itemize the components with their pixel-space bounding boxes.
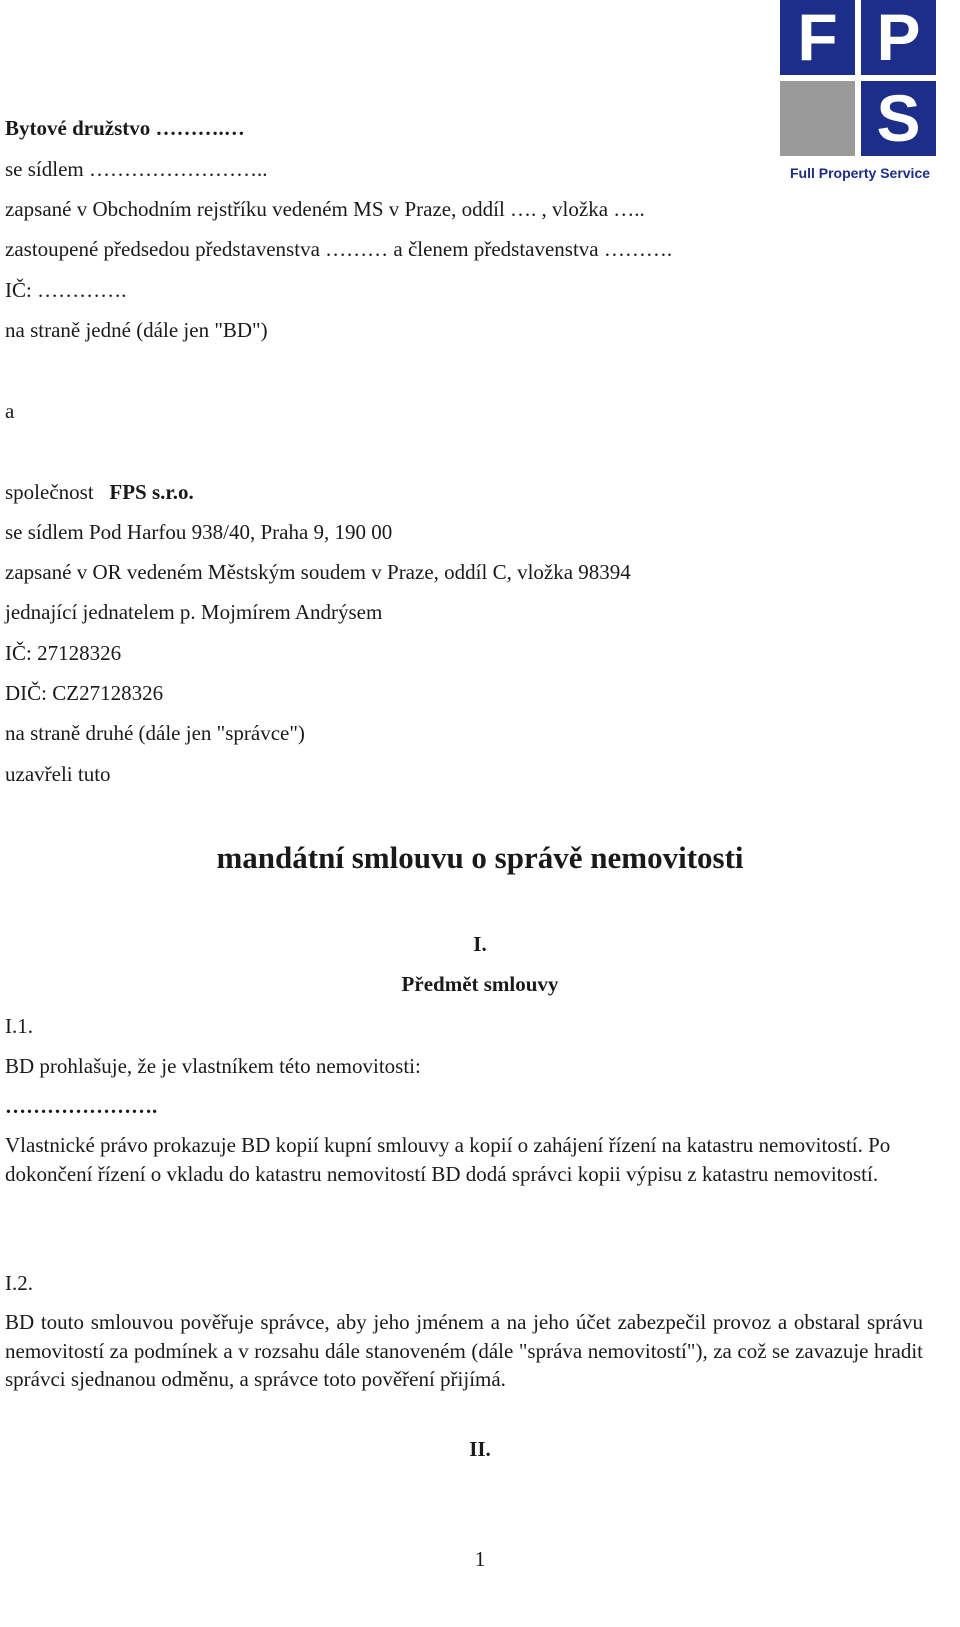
- clause1-text: Vlastnické právo prokazuje BD kopií kupní smlouvy a kopií o zahájení řízení na katastru nemovitostí. Po dokončení řízení o vkladu do katastru nemovitostí BD dodá správci kopii výpisu z katastru nemovitostí.: [5, 1133, 891, 1186]
- section2-number: II.: [469, 1437, 491, 1461]
- logo-tile-gray: [780, 81, 855, 156]
- fps-logo: [780, 0, 940, 190]
- party1-seat: se sídlem ……………………..: [5, 157, 268, 181]
- party1-representation: zastoupené předsedou představenstva ……… a členem představenstva ……….: [5, 237, 673, 261]
- clause2-text: BD touto smlouvou pověřuje správce, aby jeho jménem a na jeho účet zabezpečil provoz a obstaral správu nemovitostí za podmínek a v rozsahu dále stanoveném (dále "správa nemovitostí"), za což se zavazuje hradit správci sjednanou odměnu, a správce toto pověření přijímá.: [5, 1310, 923, 1391]
- party2-side: na straně druhé (dále jen "správce"): [5, 721, 305, 745]
- clause1-intro: BD prohlašuje, že je vlastníkem této nemovitosti:: [5, 1054, 421, 1078]
- section1-number: I.: [473, 932, 487, 956]
- party1-registry: zapsané v Obchodním rejstříku vedeném MS v Praze, oddíl …. , vložka …..: [5, 197, 645, 221]
- document-title: mandátní smlouvu o správě nemovitosti: [216, 840, 744, 875]
- party2-seat: se sídlem Pod Harfou 938/40, Praha 9, 190 00: [5, 520, 393, 544]
- party2-dic: DIČ: CZ27128326: [5, 681, 164, 705]
- party2-ico: IČ: 27128326: [5, 641, 122, 665]
- party2-registry: zapsané v OR vedeném Městským soudem v Praze, oddíl C, vložka 98394: [5, 560, 631, 584]
- clause1-placeholder: ………………….: [5, 1094, 158, 1118]
- party2-prefix: společnost: [5, 480, 94, 504]
- logo-tile-f: F: [780, 0, 855, 75]
- clause2-number: I.2.: [5, 1271, 33, 1295]
- clause1-number: I.1.: [5, 1014, 33, 1038]
- page-number: 1: [474, 1547, 486, 1571]
- party1-ico: IČ: ………….: [5, 278, 127, 302]
- party2-heading: [5, 479, 194, 505]
- party2-name: FPS s.r.o.: [109, 480, 194, 504]
- concluded-text: uzavřeli tuto: [5, 762, 111, 786]
- logo-tile-p: P: [861, 0, 936, 75]
- conjunction: a: [5, 399, 15, 423]
- logo-tile-s: S: [861, 81, 936, 156]
- party1-name: Bytové družstvo ……….…: [5, 116, 245, 140]
- logo-tagline: Full Property Service: [789, 165, 931, 181]
- section1-title: Předmět smlouvy: [401, 972, 559, 996]
- party1-side: na straně jedné (dále jen "BD"): [5, 318, 268, 342]
- party2-representation: jednající jednatelem p. Mojmírem Andrýsem: [5, 600, 383, 624]
